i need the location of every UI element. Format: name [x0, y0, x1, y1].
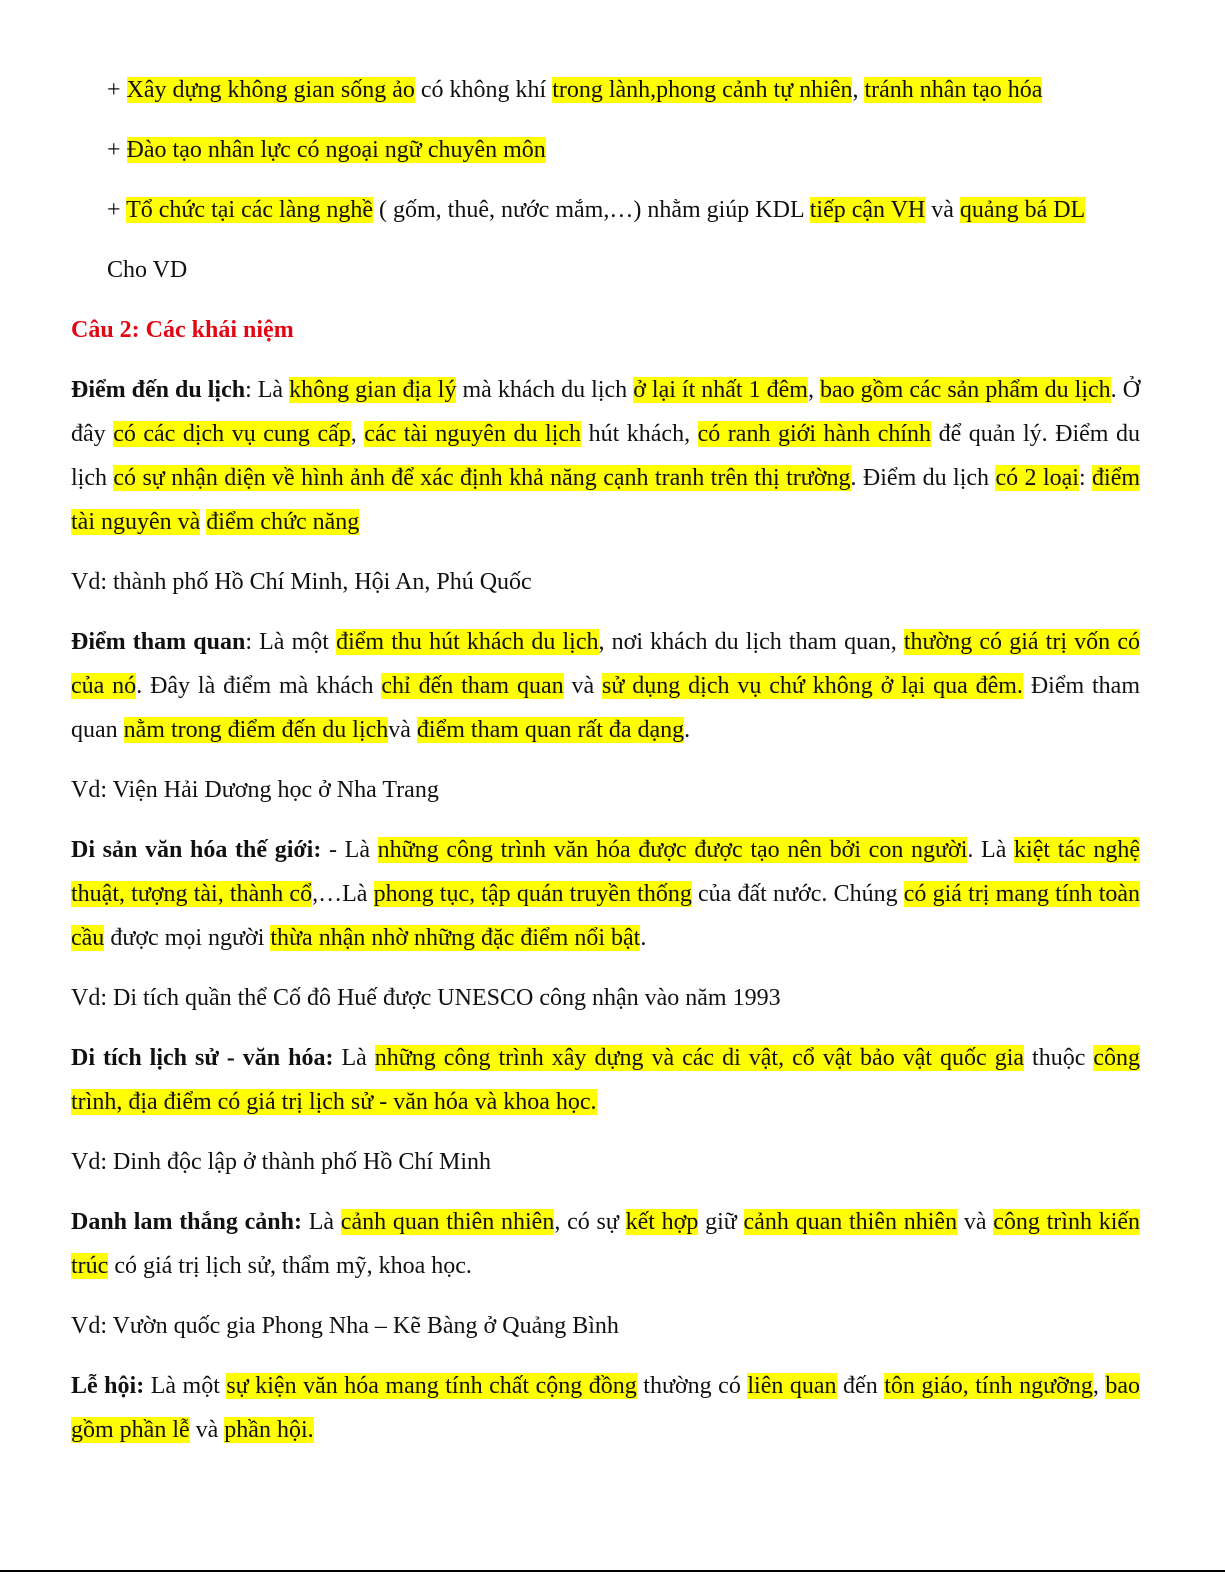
- paragraph: [71, 768, 1140, 812]
- text-run: Là: [333, 1045, 375, 1071]
- text-run: thường có: [636, 1373, 748, 1399]
- text-run: . Điểm du lịch: [850, 465, 996, 491]
- paragraph: [71, 976, 1140, 1020]
- term-label: Danh lam thắng cảnh:: [71, 1209, 302, 1235]
- highlighted-text: có 2 loại: [995, 465, 1079, 491]
- paragraph: [71, 828, 1140, 960]
- text-run: .: [684, 717, 691, 743]
- text-run: ,…Là: [312, 881, 374, 907]
- highlighted-text: không gian địa lý: [289, 377, 457, 403]
- highlighted-text: có sự nhận diện về hình ảnh để xác định khả năng cạnh tranh trên thị trường: [113, 465, 851, 491]
- text-run: +: [107, 77, 127, 103]
- text-run: : Là một: [245, 629, 337, 655]
- section-heading: [71, 308, 1140, 352]
- text-run: .: [640, 925, 647, 951]
- highlighted-text: kết hợp: [625, 1209, 699, 1235]
- text-run: ( gốm, thuê, nước mắm,…) nhằm giúp KDL: [373, 197, 810, 223]
- text-run: +: [107, 137, 127, 163]
- text-run: ,: [350, 421, 365, 447]
- text-run: Là: [301, 1209, 341, 1235]
- highlighted-text: trong lành,phong cảnh tự nhiên: [552, 77, 853, 103]
- highlighted-text: công trình kiến trúc: [71, 1209, 1141, 1279]
- text-run: và: [925, 197, 960, 223]
- highlighted-text: Tổ chức tại các làng nghề: [126, 197, 373, 223]
- highlighted-text: cảnh quan thiên nhiên: [340, 1209, 555, 1235]
- term-label: Điểm đến du lịch: [71, 377, 246, 403]
- text-run: và: [388, 717, 417, 743]
- paragraph: [71, 1200, 1140, 1288]
- highlighted-text: phong tục, tập quán truyền thống: [373, 881, 692, 907]
- highlighted-text: công trình, địa điểm có giá trị lịch sử - văn hóa và khoa học.: [71, 1045, 1141, 1115]
- text-run: . Ở đây: [71, 377, 1141, 447]
- term-label: Di sản văn hóa thế giới:: [71, 837, 322, 863]
- highlighted-text: những công trình văn hóa được được tạo nên bởi con người: [377, 837, 968, 863]
- text-run: Vd: thành phố Hồ Chí Minh, Hội An, Phú Quốc: [71, 569, 532, 595]
- highlighted-text: thường có giá trị vốn có của nó: [71, 629, 1140, 699]
- text-run: +: [107, 197, 127, 223]
- highlighted-text: quảng bá DL: [959, 197, 1086, 223]
- paragraph: [71, 368, 1140, 544]
- text-run: có không khí: [414, 77, 553, 103]
- paragraph: [71, 128, 1140, 172]
- highlighted-text: phần hội.: [224, 1417, 314, 1443]
- highlighted-text: điểm tài nguyên và: [71, 465, 1141, 535]
- text-run: . Đây là điểm mà khách: [136, 673, 382, 699]
- text-run: Là một: [144, 1373, 227, 1399]
- highlighted-text: Đào tạo nhân lực có ngoại ngữ chuyên môn: [126, 137, 546, 163]
- highlighted-text: các tài nguyên du lịch: [364, 421, 582, 447]
- text-run: đến: [836, 1373, 885, 1399]
- text-run: Vd: Vườn quốc gia Phong Nha – Kẽ Bàng ở Quảng Bình: [71, 1313, 619, 1339]
- text-run: Vd: Dinh độc lập ở thành phố Hồ Chí Minh: [71, 1149, 491, 1175]
- paragraph: [71, 188, 1140, 232]
- text-run: ,: [852, 77, 865, 103]
- text-run: có giá trị lịch sử, thẩm mỹ, khoa học.: [108, 1253, 472, 1279]
- highlighted-text: điểm thu hút khách du lịch: [336, 629, 599, 655]
- text-run: hút khách,: [581, 421, 698, 447]
- highlighted-text: tôn giáo: [884, 1373, 963, 1399]
- paragraph: [71, 68, 1140, 112]
- highlighted-text: có ranh giới hành chính: [697, 421, 932, 447]
- highlighted-text: chỉ đến tham quan: [381, 673, 564, 699]
- text-run: mà khách du lịch: [456, 377, 634, 403]
- term-label: Di tích lịch sử - văn hóa:: [71, 1045, 334, 1071]
- page-bottom-rule: [0, 1570, 1225, 1572]
- paragraph: [71, 248, 1140, 292]
- paragraph: [71, 1036, 1140, 1124]
- text-run: để quản lý. Điểm du lịch: [71, 421, 1141, 491]
- text-run: , có sự: [554, 1209, 626, 1235]
- text-run: :: [1078, 465, 1093, 491]
- text-run: được mọi người: [104, 925, 271, 951]
- text-run: và: [957, 1209, 994, 1235]
- highlighted-text: sự kiện văn hóa mang tính chất cộng đồng: [226, 1373, 637, 1399]
- highlighted-text: liên quan: [747, 1373, 837, 1399]
- highlighted-text: cảnh quan thiên nhiên: [743, 1209, 958, 1235]
- highlighted-text: điểm chức năng: [206, 509, 360, 535]
- text-run: Vd: Viện Hải Dương học ở Nha Trang: [71, 777, 439, 803]
- highlighted-text: tính ngưỡng: [975, 1373, 1093, 1399]
- text-run: Cho VD: [107, 257, 188, 283]
- text-run: và: [563, 673, 603, 699]
- text-run: và: [189, 1417, 225, 1443]
- term-label: Lễ hội:: [71, 1373, 145, 1399]
- text-run: . Là: [967, 837, 1015, 863]
- text-run: ,: [807, 377, 820, 403]
- paragraph: [71, 560, 1140, 604]
- highlighted-text: Xây dựng không gian sống ảo: [126, 77, 415, 103]
- highlighted-text: những công trình xây dựng và các di vật, cổ vật bảo vật quốc gia: [374, 1045, 1025, 1071]
- text-run: - Là: [321, 837, 378, 863]
- paragraph: [71, 620, 1140, 752]
- text-run: thuộc: [1024, 1045, 1094, 1071]
- highlighted-text: có các dịch vụ cung cấp: [113, 421, 351, 447]
- highlighted-text: bao gồm phần lễ: [71, 1373, 1141, 1443]
- text-run: giữ: [698, 1209, 744, 1235]
- highlighted-text: bao gồm các sản phẩm du lịch: [819, 377, 1111, 403]
- text-run: Câu 2: Các khái niệm: [71, 317, 294, 343]
- text-run: của đất nước. Chúng: [691, 881, 904, 907]
- highlighted-text: nằm trong điểm đến du lịch: [123, 717, 389, 743]
- text-run: Điểm tham quan: [71, 673, 1141, 743]
- highlighted-text: điểm tham quan rất đa dạng: [416, 717, 685, 743]
- highlighted-text: kiệt tác nghệ thuật, tượng tài, thành cổ: [71, 837, 1140, 907]
- paragraph: [71, 1140, 1140, 1184]
- document-body: [71, 68, 1140, 1468]
- highlighted-text: sử dụng dịch vụ chứ không ở lại qua đêm.: [602, 673, 1023, 699]
- text-run: Vd: Di tích quần thể Cố đô Huế được UNESCO công nhận vào năm 1993: [71, 985, 781, 1011]
- text-run: , nơi khách du lịch tham quan,: [598, 629, 904, 655]
- highlighted-text: ở lại ít nhất 1 đêm: [633, 377, 808, 403]
- paragraph: [71, 1364, 1140, 1452]
- text-run: : Là: [245, 377, 290, 403]
- highlighted-text: ,: [962, 1373, 976, 1399]
- highlighted-text: có giá trị mang tính toàn cầu: [71, 881, 1141, 951]
- highlighted-text: tiếp cận VH: [809, 197, 926, 223]
- text-run: ,: [1092, 1373, 1106, 1399]
- highlighted-text: tránh nhân tạo hóa: [864, 77, 1043, 103]
- highlighted-text: thừa nhận nhờ những đặc điểm nổi bật: [270, 925, 641, 951]
- paragraph: [71, 1304, 1140, 1348]
- term-label: Điểm tham quan: [71, 629, 246, 655]
